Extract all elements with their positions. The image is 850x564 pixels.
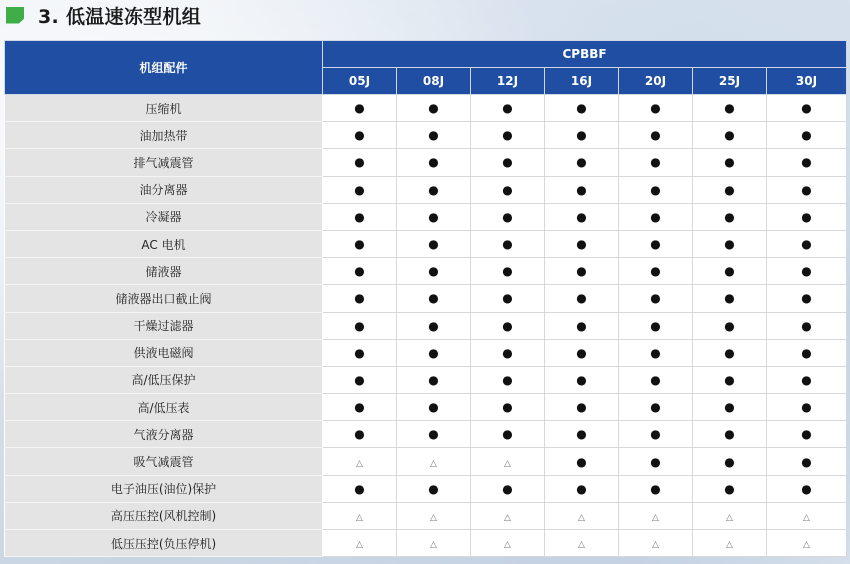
standard-mark: ● bbox=[801, 481, 812, 496]
optional-mark: △ bbox=[652, 512, 659, 523]
standard-mark: ● bbox=[724, 427, 735, 442]
table-cell bbox=[323, 366, 397, 393]
standard-mark: ● bbox=[650, 237, 661, 252]
table-cell bbox=[323, 530, 397, 557]
standard-mark: ● bbox=[801, 291, 812, 306]
table-cell bbox=[397, 394, 471, 421]
table-cell bbox=[767, 502, 847, 529]
table-cell bbox=[323, 448, 397, 475]
row-label: 供液电磁阀 bbox=[5, 339, 323, 366]
table-row bbox=[5, 176, 847, 203]
table-cell bbox=[545, 530, 619, 557]
standard-mark: ● bbox=[576, 155, 587, 170]
table-cell bbox=[767, 530, 847, 557]
table-cell bbox=[397, 421, 471, 448]
optional-mark: △ bbox=[578, 512, 585, 523]
table-cell bbox=[693, 203, 767, 230]
standard-mark: ● bbox=[801, 128, 812, 143]
table-cell bbox=[471, 95, 545, 122]
row-label: 冷凝器 bbox=[5, 203, 323, 230]
standard-mark: ● bbox=[801, 427, 812, 442]
table-cell bbox=[767, 230, 847, 257]
table-cell bbox=[397, 502, 471, 529]
table-cell bbox=[767, 258, 847, 285]
standard-mark: ● bbox=[502, 318, 513, 333]
standard-mark: ● bbox=[650, 291, 661, 306]
table-cell bbox=[619, 203, 693, 230]
standard-mark: ● bbox=[428, 481, 439, 496]
optional-mark: △ bbox=[356, 512, 363, 523]
standard-mark: ● bbox=[576, 182, 587, 197]
row-label: 电子油压(油位)保护 bbox=[5, 475, 323, 502]
table-cell bbox=[767, 285, 847, 312]
table-cell bbox=[693, 230, 767, 257]
table-cell bbox=[693, 176, 767, 203]
table-cell bbox=[471, 176, 545, 203]
table-cell bbox=[619, 149, 693, 176]
standard-mark: ● bbox=[354, 481, 365, 496]
standard-mark: ● bbox=[576, 264, 587, 279]
table-cell bbox=[693, 339, 767, 366]
table-cell bbox=[767, 95, 847, 122]
table-cell bbox=[397, 312, 471, 339]
standard-mark: ● bbox=[724, 481, 735, 496]
table-cell bbox=[397, 366, 471, 393]
standard-mark: ● bbox=[502, 481, 513, 496]
table-cell bbox=[545, 421, 619, 448]
row-label: 储液器 bbox=[5, 258, 323, 285]
standard-mark: ● bbox=[502, 372, 513, 387]
table-cell bbox=[619, 530, 693, 557]
table-cell bbox=[323, 258, 397, 285]
standard-mark: ● bbox=[354, 101, 365, 116]
standard-mark: ● bbox=[354, 182, 365, 197]
optional-mark: △ bbox=[430, 512, 437, 523]
table-row bbox=[5, 448, 847, 475]
standard-mark: ● bbox=[428, 372, 439, 387]
table-cell bbox=[323, 203, 397, 230]
optional-mark: △ bbox=[652, 540, 659, 551]
table-cell bbox=[767, 448, 847, 475]
standard-mark: ● bbox=[502, 264, 513, 279]
model-header-16j: 16J bbox=[545, 68, 619, 95]
standard-mark: ● bbox=[354, 237, 365, 252]
standard-mark: ● bbox=[354, 155, 365, 170]
table-cell bbox=[545, 502, 619, 529]
standard-mark: ● bbox=[650, 427, 661, 442]
standard-mark: ● bbox=[724, 209, 735, 224]
optional-mark: △ bbox=[803, 512, 810, 523]
standard-mark: ● bbox=[502, 345, 513, 360]
table-cell bbox=[545, 366, 619, 393]
standard-mark: ● bbox=[354, 372, 365, 387]
model-header-25j: 25J bbox=[693, 68, 767, 95]
table-cell bbox=[471, 421, 545, 448]
table-cell bbox=[323, 421, 397, 448]
row-label: 低压压控(负压停机) bbox=[5, 530, 323, 557]
table-cell bbox=[693, 394, 767, 421]
table-cell bbox=[767, 421, 847, 448]
table-cell bbox=[471, 230, 545, 257]
table-cell bbox=[471, 366, 545, 393]
model-header-08j: 08J bbox=[397, 68, 471, 95]
table-cell bbox=[471, 149, 545, 176]
table-row bbox=[5, 339, 847, 366]
table-row bbox=[5, 366, 847, 393]
standard-mark: ● bbox=[724, 345, 735, 360]
standard-mark: ● bbox=[650, 318, 661, 333]
table-cell bbox=[471, 448, 545, 475]
standard-mark: ● bbox=[724, 291, 735, 306]
standard-mark: ● bbox=[724, 128, 735, 143]
standard-mark: ● bbox=[354, 291, 365, 306]
table-cell bbox=[693, 312, 767, 339]
table-cell bbox=[767, 475, 847, 502]
standard-mark: ● bbox=[354, 264, 365, 279]
table-cell bbox=[323, 95, 397, 122]
table-cell bbox=[767, 203, 847, 230]
table-cell bbox=[693, 258, 767, 285]
table-cell bbox=[693, 502, 767, 529]
table-cell bbox=[619, 421, 693, 448]
standard-mark: ● bbox=[650, 372, 661, 387]
row-label: 压缩机 bbox=[5, 95, 323, 122]
standard-mark: ● bbox=[576, 345, 587, 360]
corner-header: 机组配件 bbox=[5, 41, 323, 95]
standard-mark: ● bbox=[801, 209, 812, 224]
standard-mark: ● bbox=[801, 264, 812, 279]
standard-mark: ● bbox=[502, 182, 513, 197]
standard-mark: ● bbox=[724, 318, 735, 333]
table-row bbox=[5, 285, 847, 312]
table-cell bbox=[619, 258, 693, 285]
table-cell bbox=[471, 122, 545, 149]
standard-mark: ● bbox=[502, 291, 513, 306]
standard-mark: ● bbox=[576, 372, 587, 387]
table-cell bbox=[397, 176, 471, 203]
table-cell bbox=[693, 475, 767, 502]
standard-mark: ● bbox=[724, 101, 735, 116]
standard-mark: ● bbox=[576, 400, 587, 415]
table-cell bbox=[767, 312, 847, 339]
standard-mark: ● bbox=[428, 209, 439, 224]
optional-mark: △ bbox=[504, 540, 511, 551]
table-cell bbox=[323, 475, 397, 502]
standard-mark: ● bbox=[801, 345, 812, 360]
table-cell bbox=[471, 285, 545, 312]
table-cell bbox=[545, 339, 619, 366]
table-cell bbox=[397, 285, 471, 312]
table-cell bbox=[619, 122, 693, 149]
standard-mark: ● bbox=[650, 182, 661, 197]
standard-mark: ● bbox=[502, 128, 513, 143]
optional-mark: △ bbox=[726, 512, 733, 523]
table-cell bbox=[619, 394, 693, 421]
standard-mark: ● bbox=[354, 427, 365, 442]
standard-mark: ● bbox=[354, 209, 365, 224]
group-header: CPBBF bbox=[323, 41, 847, 68]
table-cell bbox=[545, 122, 619, 149]
standard-mark: ● bbox=[428, 427, 439, 442]
row-label: 油分离器 bbox=[5, 176, 323, 203]
optional-mark: △ bbox=[430, 458, 437, 469]
table-row bbox=[5, 122, 847, 149]
standard-mark: ● bbox=[428, 345, 439, 360]
table-row bbox=[5, 258, 847, 285]
standard-mark: ● bbox=[650, 345, 661, 360]
table-row bbox=[5, 149, 847, 176]
table-cell bbox=[619, 285, 693, 312]
optional-mark: △ bbox=[430, 540, 437, 551]
table-cell bbox=[693, 149, 767, 176]
table-row bbox=[5, 421, 847, 448]
table-cell bbox=[397, 203, 471, 230]
standard-mark: ● bbox=[428, 128, 439, 143]
table-row bbox=[5, 530, 847, 557]
standard-mark: ● bbox=[428, 182, 439, 197]
standard-mark: ● bbox=[650, 481, 661, 496]
page-title: 3. 低温速冻型机组 bbox=[38, 5, 202, 28]
standard-mark: ● bbox=[801, 372, 812, 387]
standard-mark: ● bbox=[502, 237, 513, 252]
table-cell bbox=[397, 258, 471, 285]
table-cell bbox=[471, 339, 545, 366]
standard-mark: ● bbox=[576, 237, 587, 252]
table-cell bbox=[323, 312, 397, 339]
standard-mark: ● bbox=[650, 155, 661, 170]
table-cell bbox=[693, 285, 767, 312]
standard-mark: ● bbox=[801, 182, 812, 197]
standard-mark: ● bbox=[650, 128, 661, 143]
table-cell bbox=[471, 203, 545, 230]
standard-mark: ● bbox=[650, 264, 661, 279]
table-cell bbox=[323, 176, 397, 203]
table-cell bbox=[619, 339, 693, 366]
table-cell bbox=[323, 339, 397, 366]
table-cell bbox=[767, 394, 847, 421]
table-cell bbox=[619, 448, 693, 475]
table-cell bbox=[323, 394, 397, 421]
table-cell bbox=[545, 176, 619, 203]
table-cell bbox=[545, 258, 619, 285]
row-label: 高/低压表 bbox=[5, 394, 323, 421]
table-cell bbox=[693, 122, 767, 149]
table-cell bbox=[471, 312, 545, 339]
standard-mark: ● bbox=[801, 400, 812, 415]
standard-mark: ● bbox=[354, 318, 365, 333]
model-header-20j: 20J bbox=[619, 68, 693, 95]
optional-mark: △ bbox=[726, 540, 733, 551]
table-cell bbox=[619, 230, 693, 257]
table-cell bbox=[471, 394, 545, 421]
table-cell bbox=[767, 176, 847, 203]
table-cell bbox=[693, 366, 767, 393]
table-cell bbox=[619, 312, 693, 339]
table-row bbox=[5, 312, 847, 339]
optional-mark: △ bbox=[504, 458, 511, 469]
model-header-05j: 05J bbox=[323, 68, 397, 95]
standard-mark: ● bbox=[650, 209, 661, 224]
standard-mark: ● bbox=[801, 318, 812, 333]
table-cell bbox=[397, 122, 471, 149]
standard-mark: ● bbox=[502, 400, 513, 415]
table-cell bbox=[619, 502, 693, 529]
standard-mark: ● bbox=[724, 264, 735, 279]
optional-mark: △ bbox=[578, 540, 585, 551]
model-header-12j: 12J bbox=[471, 68, 545, 95]
standard-mark: ● bbox=[801, 101, 812, 116]
table-row bbox=[5, 230, 847, 257]
table-cell bbox=[693, 95, 767, 122]
table-cell bbox=[767, 339, 847, 366]
table-cell bbox=[545, 448, 619, 475]
standard-mark: ● bbox=[576, 291, 587, 306]
table-cell bbox=[545, 312, 619, 339]
standard-mark: ● bbox=[428, 155, 439, 170]
standard-mark: ● bbox=[724, 400, 735, 415]
standard-mark: ● bbox=[502, 427, 513, 442]
table-cell bbox=[397, 230, 471, 257]
green-square-icon bbox=[6, 7, 24, 24]
table-cell bbox=[545, 95, 619, 122]
standard-mark: ● bbox=[428, 291, 439, 306]
table-cell bbox=[397, 448, 471, 475]
model-header-30j: 30J bbox=[767, 68, 847, 95]
table-cell bbox=[545, 285, 619, 312]
page-header bbox=[6, 0, 201, 30]
optional-mark: △ bbox=[803, 540, 810, 551]
table-cell bbox=[619, 475, 693, 502]
row-label: 吸气减震管 bbox=[5, 448, 323, 475]
row-label: 排气减震管 bbox=[5, 149, 323, 176]
table-cell bbox=[545, 230, 619, 257]
table-row bbox=[5, 475, 847, 502]
table-body bbox=[5, 95, 847, 557]
standard-mark: ● bbox=[801, 155, 812, 170]
table-cell bbox=[397, 339, 471, 366]
table-cell bbox=[767, 122, 847, 149]
table-row bbox=[5, 203, 847, 230]
standard-mark: ● bbox=[576, 481, 587, 496]
standard-mark: ● bbox=[428, 400, 439, 415]
table-row bbox=[5, 502, 847, 529]
standard-mark: ● bbox=[502, 155, 513, 170]
table-cell bbox=[545, 394, 619, 421]
table-cell bbox=[619, 366, 693, 393]
table-cell bbox=[767, 149, 847, 176]
table-cell bbox=[323, 230, 397, 257]
table-cell bbox=[397, 95, 471, 122]
table-cell bbox=[619, 176, 693, 203]
standard-mark: ● bbox=[576, 101, 587, 116]
table-cell bbox=[545, 149, 619, 176]
row-label: AC 电机 bbox=[5, 230, 323, 257]
row-label: 油加热带 bbox=[5, 122, 323, 149]
table-cell bbox=[693, 448, 767, 475]
standard-mark: ● bbox=[576, 427, 587, 442]
standard-mark: ● bbox=[724, 454, 735, 469]
table-cell bbox=[693, 421, 767, 448]
table-cell bbox=[767, 366, 847, 393]
row-label: 干燥过滤器 bbox=[5, 312, 323, 339]
table-cell bbox=[545, 203, 619, 230]
standard-mark: ● bbox=[354, 128, 365, 143]
table-cell bbox=[619, 95, 693, 122]
row-label: 储液器出口截止阀 bbox=[5, 285, 323, 312]
optional-mark: △ bbox=[504, 512, 511, 523]
table-cell bbox=[323, 502, 397, 529]
standard-mark: ● bbox=[724, 372, 735, 387]
standard-mark: ● bbox=[724, 155, 735, 170]
standard-mark: ● bbox=[724, 237, 735, 252]
optional-mark: △ bbox=[356, 540, 363, 551]
standard-mark: ● bbox=[576, 128, 587, 143]
table-cell bbox=[471, 530, 545, 557]
standard-mark: ● bbox=[801, 454, 812, 469]
table-cell bbox=[323, 285, 397, 312]
standard-mark: ● bbox=[502, 101, 513, 116]
standard-mark: ● bbox=[650, 454, 661, 469]
table-cell bbox=[471, 475, 545, 502]
standard-mark: ● bbox=[354, 345, 365, 360]
standard-mark: ● bbox=[502, 209, 513, 224]
row-label: 高压压控(风机控制) bbox=[5, 502, 323, 529]
table-cell bbox=[323, 122, 397, 149]
accessories-table-container bbox=[4, 40, 846, 557]
standard-mark: ● bbox=[650, 101, 661, 116]
table-cell bbox=[693, 530, 767, 557]
table-cell bbox=[397, 149, 471, 176]
standard-mark: ● bbox=[576, 454, 587, 469]
row-label: 高/低压保护 bbox=[5, 366, 323, 393]
row-label: 气液分离器 bbox=[5, 421, 323, 448]
standard-mark: ● bbox=[428, 237, 439, 252]
table-cell bbox=[397, 475, 471, 502]
table-cell bbox=[471, 258, 545, 285]
optional-mark: △ bbox=[356, 458, 363, 469]
accessories-table bbox=[4, 40, 847, 557]
standard-mark: ● bbox=[354, 400, 365, 415]
table-row bbox=[5, 394, 847, 421]
table-cell bbox=[397, 530, 471, 557]
table-cell bbox=[471, 502, 545, 529]
standard-mark: ● bbox=[576, 318, 587, 333]
standard-mark: ● bbox=[576, 209, 587, 224]
table-cell bbox=[545, 475, 619, 502]
table-row bbox=[5, 95, 847, 122]
table-cell bbox=[323, 149, 397, 176]
standard-mark: ● bbox=[428, 101, 439, 116]
standard-mark: ● bbox=[801, 237, 812, 252]
standard-mark: ● bbox=[724, 182, 735, 197]
standard-mark: ● bbox=[428, 264, 439, 279]
standard-mark: ● bbox=[650, 400, 661, 415]
standard-mark: ● bbox=[428, 318, 439, 333]
